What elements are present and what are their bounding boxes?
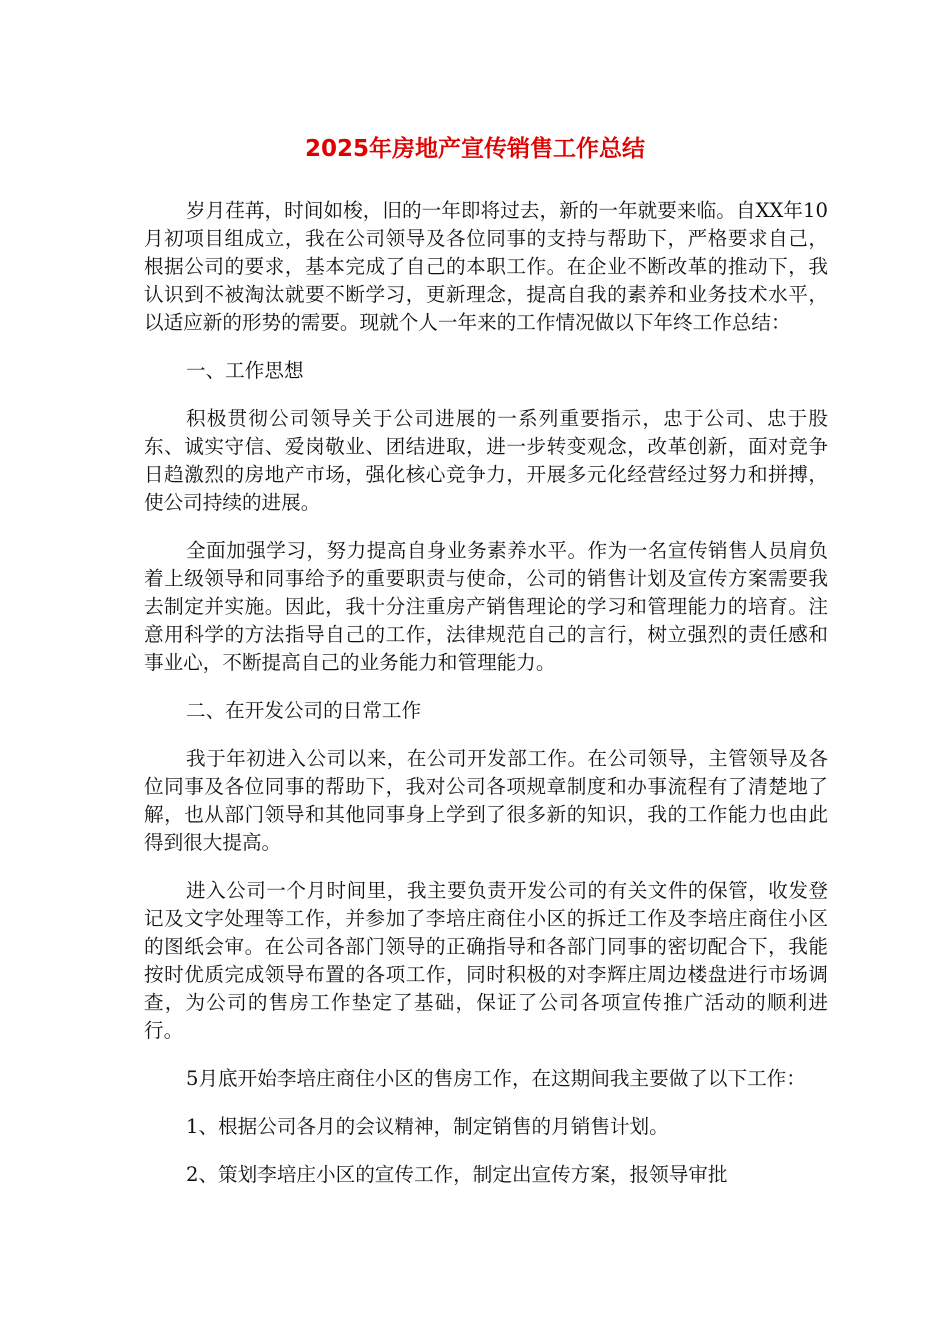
section-heading-work-thought: 一、工作思想 <box>186 359 304 382</box>
list-item-2: 2、策划李培庄小区的宣传工作，制定出宣传方案，报领导审批 <box>186 1163 728 1186</box>
list-item-1: 1、根据公司各月的会议精神，制定销售的月销售计划。 <box>186 1115 669 1138</box>
document-title: 2025年房地产宣传销售工作总结 <box>304 136 645 162</box>
document-body <box>144 197 828 1209</box>
intro-paragraph: 岁月荏苒，时间如梭，旧的一年即将过去，新的一年就要来临。自XX年10月初项目组成立，我在公司领导及各位同事的支持与帮助下，严格要求自己，根据公司的要求，基本完成了自己的本职工作。在企业不断改革的推动下，我认识到不被淘汰就要不断学习，更新理念，提高自我的素养和业务技术水平，以适应新的形势的需要。现就个人一年来的工作情况做以下年终工作总结： <box>144 199 828 334</box>
paragraph-work-thought: 积极贯彻公司领导关于公司进展的一系列重要指示，忠于公司、忠于股东、诚实守信、爱岗敬业、团结进取，进一步转变观念，改革创新，面对竞争日趋激烈的房地产市场，强化核心竞争力，开展多元化经营经过努力和拼搏，使公司持续的进展。 <box>144 407 828 514</box>
paragraph-first-month: 进入公司一个月时间里，我主要负责开发公司的有关文件的保管，收发登记及文字处理等工作，并参加了李培庄商住小区的拆迁工作及李培庄商住小区的图纸会审。在公司各部门领导的正确指导和各部门同事的密切配合下，我能按时优质完成领导布置的各项工作，同时积极的对李辉庄周边楼盘进行市场调查，为公司的售房工作垫定了基础，保证了公司各项宣传推广活动的顺利进行。 <box>144 879 828 1042</box>
paragraph-joining-company: 我于年初进入公司以来，在公司开发部工作。在公司领导，主管领导及各位同事及各位同事的帮助下，我对公司各项规章制度和办事流程有了清楚地了解，也从部门领导和其他同事身上学到了很多新的知识，我的工作能力也由此得到很大提高。 <box>144 747 828 854</box>
paragraph-sales-start: 5月底开始李培庄商住小区的售房工作，在这期间我主要做了以下工作： <box>186 1067 806 1090</box>
section-heading-daily-work: 二、在开发公司的日常工作 <box>186 699 422 722</box>
paragraph-study: 全面加强学习，努力提高自身业务素养水平。作为一名宣传销售人员肩负着上级领导和同事给予的重要职责与使命，公司的销售计划及宣传方案需要我去制定并实施。因此，我十分注重房产销售理论的学习和管理能力的培育。注意用科学的方法指导自己的工作，法律规范自己的言行，树立强烈的责任感和事业心，不断提高自己的业务能力和管理能力。 <box>144 539 828 674</box>
